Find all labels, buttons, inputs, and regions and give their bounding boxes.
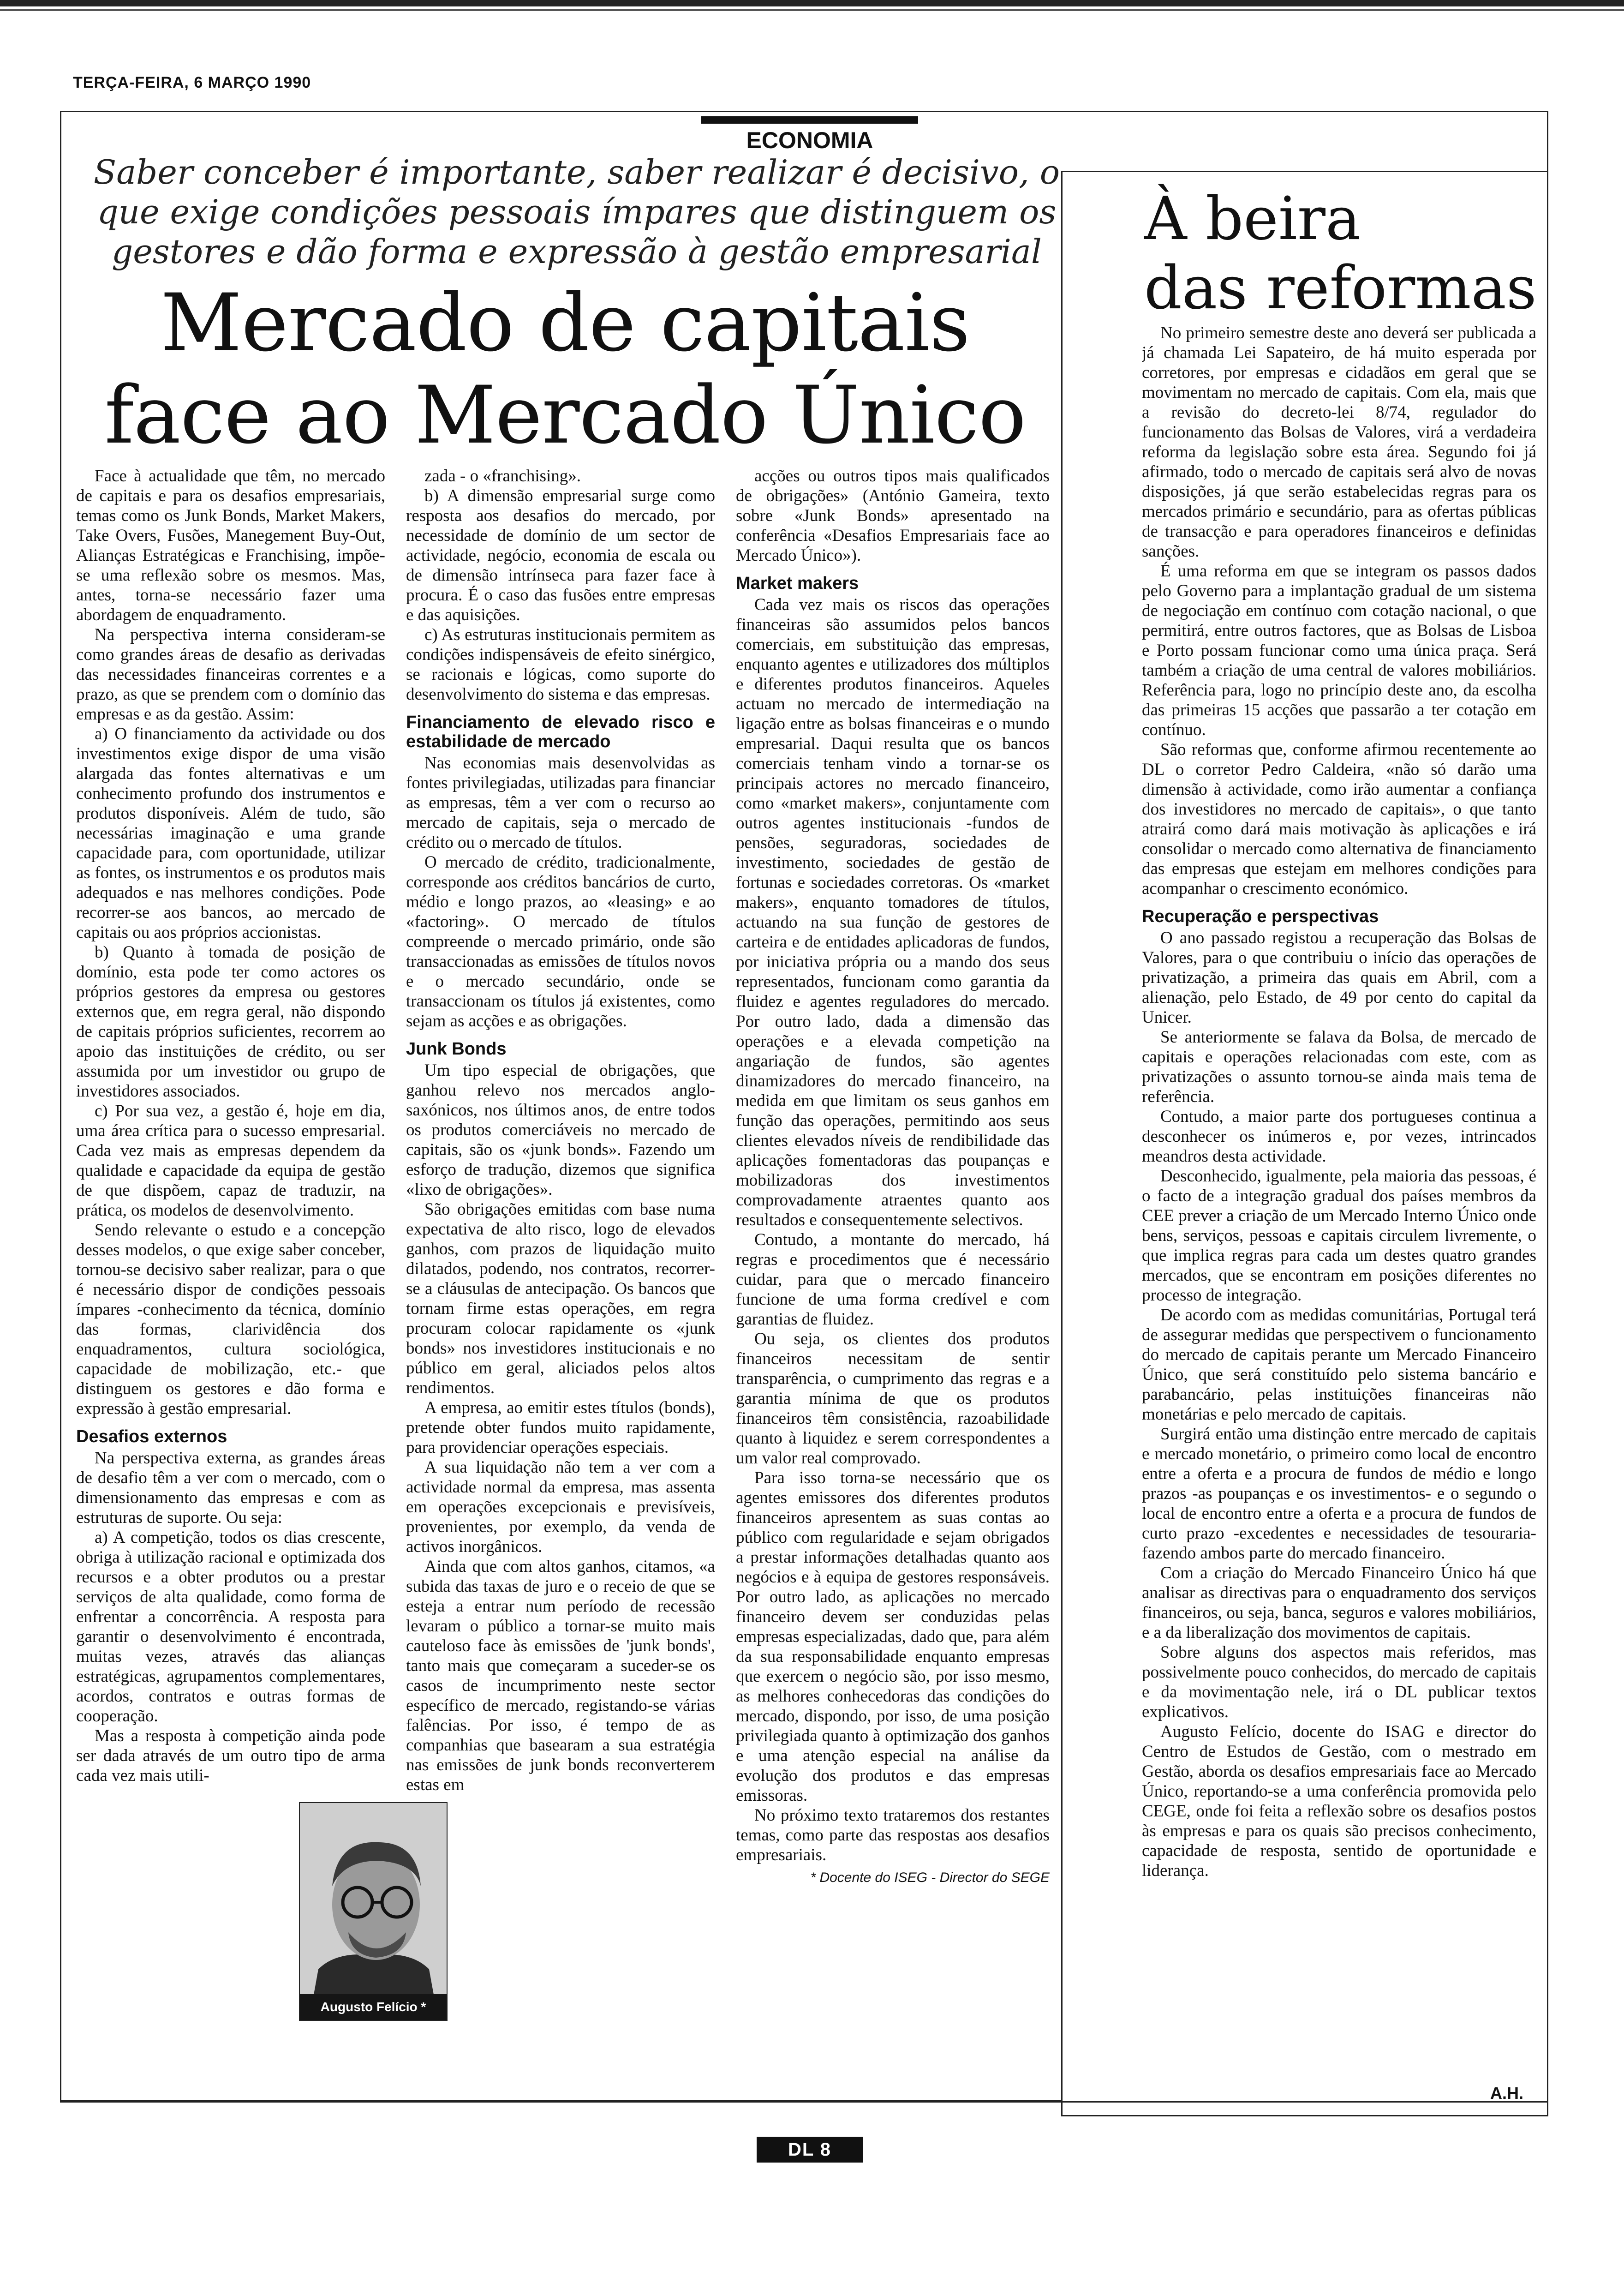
headline-line-2: face ao Mercado Único (104, 369, 1026, 461)
col2-paragraph: Um tipo especial de obrigações, que ganhou relevo nos mercados anglo-saxónicos, nos últimos anos, de entre todos os produtos comerciáveis no mercado de capitais, são os «junk bonds». Fazendo um esforço de tradução, dizemos que significa «lixo de obrigações». (406, 1061, 715, 1199)
sidebar-paragraph: Desconhecido, igualmente, pela maioria das pessoas, é o facto de a integração gradual dos países membros da CEE prever a criação de um Mercado Interno Único onde bens, serviços, pessoas e capitais circulem livremente, o que implica regras para cada um destes quatro grandes mercados, que se encontram em posições diferentes no processo de integração. (1142, 1167, 1536, 1305)
sidebar-paragraph: O ano passado registou a recuperação das Bolsas de Valores, para o que contribuiu o início das operações de privatização, a primeira das quais em Abril, com a alienação, pelo Estado, de 49 por cento do capital da Unicer. (1142, 929, 1536, 1027)
sidebar-paragraph: É uma reforma em que se integram os passos dados pelo Governo para a implantação gradual de um sistema de negociação em contínuo com cotação nacional, o que permitirá, entre outros factores, que as Bolsas de Lisboa e Porto possam funcionar como uma única praça. Será também a criação de uma central de valores mobiliários. Referência para, logo no princípio deste ano, da escolha das primeiras 15 acções que passarão a ter cotação em contínuo. (1142, 562, 1536, 739)
sidebar-body (1142, 323, 1536, 2077)
photo-caption: Augusto Felício * (300, 1994, 447, 2020)
col2-paragraph: Ainda que com altos ganhos, citamos, «a subida das taxas de juro e o receio de que se esteja a entrar num período de recessão levaram o público a tornar-se muito mais cauteloso face às emissões de 'junk bonds', tanto mais que começaram a suceder-se os casos de incumprimento neste sector específico de mercado, registando-se várias falências. Por isso, é tempo de as companhias que basearam a sua estratégia nas emissões de junk bonds reconverterem estas em (406, 1557, 715, 1794)
col1-paragraph: Mas a resposta à competição ainda pode ser dada através de um outro tipo de arma cada vez mais utili- (76, 1726, 385, 1785)
col1-paragraph: a) A competição, todos os dias crescente, obriga à utilização racional e optimizada dos recursos e a obter produtos ou a prestar serviços de alta qualidade, como forma de enfrentar a concorrência. A resposta para garantir o desenvolvimento é encontrada, muitas vezes, através das alianças estratégicas, agrupamentos complementares, acordos, contratos e outras formas de cooperação. (76, 1528, 385, 1726)
sidebar-headline (1144, 185, 1559, 323)
sidebar-paragraph: Com a criação do Mercado Financeiro Único há que analisar as directivas para o enquadramento dos serviços financeiros, ou seja, banca, seguros e valores mobiliários, e a da liberalização dos movimentos de capitais. (1142, 1564, 1536, 1642)
col1-paragraph: Na perspectiva externa, as grandes áreas de desafio têm a ver com o mercado, com o dimensionamento das empresas e com as estruturas de suporte. Ou seja: (76, 1449, 385, 1527)
col1-paragraph: Na perspectiva interna consideram-se como grandes áreas de desafio as derivadas das necessidades financeiras correntes e a prazo, as que se prendem com o domínio das empresas e as da gestão. Assim: (76, 625, 385, 724)
sidebar-paragraph: Surgirá então uma distinção entre mercado de capitais e mercado monetário, o primeiro como local de encontro entre a oferta e a procura de fundos de médio e longo prazos -as poupanças e os investimentos- e o segundo o local de encontro entre a oferta e a procura de fundos de curto prazo -excedentes e necessidades de tesouraria- fazendo ambos parte do mercado financeiro. (1142, 1425, 1536, 1563)
col2-subheading: Financiamento de elevado risco e estabilidade de mercado (406, 713, 715, 751)
col3-paragraph: Para isso torna-se necessário que os agentes emissores dos diferentes produtos financeiros apresentem as suas contas ao público com regularidade e sejam obrigados a prestar informações detalhadas quanto aos negócios e à equipa de gestores responsáveis. Por outro lado, as aplicações no mercado financeiro devem ser conduzidas pelas empresas especializadas, dado que, para além da sua responsabilidade enquanto empresas que exercem o negócio são, por isso mesmo, as melhores conhecedoras das condições do mercado, dispondo, por isso, de uma posição privilegiada quanto à optimização dos ganhos e uma atenção especial na análise da evolução dos produtos e das empresas emissoras. (736, 1468, 1050, 1805)
article-headline (78, 277, 1052, 461)
col2-subheading: Junk Bonds (406, 1039, 507, 1059)
sidebar-headline-line-1: À beira (1144, 185, 1361, 253)
sidebar-subheading: Recuperação e perspectivas (1142, 907, 1379, 926)
col3-paragraph: No próximo texto trataremos dos restantes temas, como parte das respostas aos desafios empresariais. (736, 1806, 1050, 1864)
article-column-2 (406, 466, 715, 2081)
bottom-rule (60, 2100, 1062, 2101)
author-photo (299, 1802, 448, 2021)
sidebar-paragraph: Sobre alguns dos aspectos mais referidos, mas possivelmente pouco conhecidos, do mercado de capitais e da movimentação nele, irá o DL publicar textos explicativos. (1142, 1643, 1536, 1721)
headline-line-1: Mercado de capitais (161, 276, 970, 369)
col3-paragraph: Ou seja, os clientes dos produtos financeiros necessitam de sentir transparência, o cumprimento das regras e a garantia mínima de que os produtos financeiros têm consistência, razoabilidade quanto à liquidez e serem correspondentes a um valor real comprovado. (736, 1330, 1050, 1468)
sidebar-headline-line-2: das reformas (1144, 254, 1537, 323)
sidebar-paragraph: São reformas que, conforme afirmou recentemente ao DL o corretor Pedro Caldeira, «não só darão uma dimensão à actividade, como irão aumentar a confiança dos investidores no mercado de capitais», o que tanto atrairá como dará mais motivação às aplicações e irá consolidar o mercado como alternativa de financiamento das empresas que estejam em melhores condições para acompanhar o crescimento económico. (1142, 740, 1536, 898)
col2-paragraph: A empresa, ao emitir estes títulos (bonds), pretende obter fundos muito rapidamente, para providenciar operações especiais. (406, 1398, 715, 1457)
col2-paragraph: O mercado de crédito, tradicionalmente, corresponde aos créditos bancários de curto, médio e longo prazos, ao «leasing» e ao «factoring». O mercado de títulos compreende o mercado primário, onde são transaccionadas as emissões de títulos novos e o mercado secundário, onde se transaccionam os títulos já existentes, como sejam as acções e as obrigações. (406, 853, 715, 1031)
col1-paragraph: Sendo relevante o estudo e a concepção desses modelos, o que exige saber conceber, tornou-se decisivo saber realizar, para o que é necessário dispor de condições pessoais ímpares -conhecimento da técnica, domínio das formas, clarividência dos enquadramentos, cultura sociológica, capacidade de mobilização, etc.- que distinguem os gestores e dão forma e expressão à gestão empresarial. (76, 1221, 385, 1418)
col3-paragraph: Contudo, a montante do mercado, há regras e procedimentos que é necessário cuidar, para que o mercado financeiro funcione de uma forma credível e com garantias de fluidez. (736, 1230, 1050, 1329)
col2-paragraph: A sua liquidação não tem a ver com a actividade normal da empresa, mas assenta em operações excepcionais e previsíveis, provenientes, por exemplo, da venda de activos inorgânicos. (406, 1458, 715, 1556)
sidebar-paragraph: Contudo, a maior parte dos portugueses continua a desconhecer os inúmeros e, por vezes, intrincados meandros desta actividade. (1142, 1107, 1536, 1166)
author-signature: * Docente do ISEG - Director do SEGE (810, 1870, 1050, 1885)
sidebar-author-initials: A.H. (1490, 2084, 1523, 2103)
sidebar-paragraph: De acordo com as medidas comunitárias, Portugal terá de assegurar medidas que perspectivem o funcionamento do mercado de capitais perante um Mercado Financeiro Único, que será constituído pelo sistema bancário e parabancário, pelas instituições financeiras não monetárias e pelo mercado de capitais. (1142, 1306, 1536, 1424)
col2-paragraph: zada - o «franchising». (424, 467, 581, 485)
col2-paragraph: Nas economias mais desenvolvidas as fontes privilegiadas, utilizadas para financiar as empresas, têm a ver com o recurso ao mercado de capitais, seja o mercado de crédito ou o mercado de títulos. (406, 754, 715, 852)
top-border (0, 0, 1624, 6)
sidebar-paragraph: Se anteriormente se falava da Bolsa, de mercado de capitais e operações relacionadas com este, com as privatizações o assunto tornou-se ainda mais tema de referência. (1142, 1028, 1536, 1106)
sidebar-paragraph: No primeiro semestre deste ano deverá ser publicada a já chamada Lei Sapateiro, de há muito esperada por corretores, por empresas e cidadãos em geral que se movimentam no mercado de capitais. Com ela, mais que a revisão do decreto-lei 8/74, regulador do funcionamento das Bolsas de Valores, virá a verdadeira reforma da legislação sobre esta área. Segundo foi já afirmado, todo o mercado de capitais será alvo de novas disposições, já que serão estabelecidas regras para os mercados primário e secundário, para as ofertas públicas de transacção e para operadores financeiros e definidas sanções. (1142, 324, 1536, 561)
col1-paragraph: Face à actualidade que têm, no mercado de capitais e para os desafios empresariais, temas como os Junk Bonds, Market Makers, Take Overs, Fusões, Manegement Buy-Out, Alianças Estratégicas e Franchising, impõe-se uma reflexão sobre os mesmos. Mas, antes, torna-se necessário fazer uma abordagem de enquadramento. (76, 467, 385, 624)
col2-paragraph: São obrigações emitidas com base numa expectativa de alto risco, logo de elevados ganhos, com prazos de liquidação muito dilatados, podendo, nos contratos, recorrer-se a cláusulas de antecipação. Os bancos que tornam firme estas operações, em regra procuram colocar rapidamente os «junk bonds» nos investidores institucionais e no público em geral, aliciados pelos altos rendimentos. (406, 1200, 715, 1397)
col1-paragraph: c) Por sua vez, a gestão é, hoje em dia, uma área crítica para o sucesso empresarial. Cada vez mais as empresas dependem da qualidade e capacidade da equipa de gestão de que dispõem, capaz de traduzir, na prática, os modelos de desenvolvimento. (76, 1102, 385, 1220)
article-column-3 (736, 466, 1050, 2081)
col3-subheading: Market makers (736, 574, 859, 593)
page-date: TERÇA-FEIRA, 6 MARÇO 1990 (73, 74, 311, 91)
sidebar-paragraph: Augusto Felício, docente do ISAG e director do Centro de Estudos de Gestão, com o mestrado em Gestão, aborda os desafios empresariais face ao Mercado Único, reportando-se a uma conferência promovida pelo CEGE, onde foi feita a reflexão sobre os desafios postos às empresas e para os quais são precisos conhecimento, capacidade de resposta, sentido de oportunidade e liderança. (1142, 1722, 1536, 1880)
col1-paragraph: a) O financiamento da actividade ou dos investimentos exige dispor de uma visão alargada das fontes alternativas e um conhecimento profundo dos instrumentos e produtos disponíveis. Além de tudo, são necessárias imaginação e uma grande capacidade para, com oportunidade, utilizar as fontes, os instrumentos e os produtos mais adequados e nas melhores condições. Pode recorrer-se aos bancos, ao mercado de capitais ou aos próprios accionistas. (76, 725, 385, 942)
col3-paragraph: Cada vez mais os riscos das operações financeiras são assumidos pelos bancos comerciais, em substituição das empresas, enquanto agentes e utilizadores dos múltiplos e diferentes produtos financeiros. Aqueles actuam no mercado de intermediação na ligação entre as bolsas financeiras e o mundo empresarial. Daqui resulta que os bancos comerciais tenham vindo a tornar-se os principais actores no mercado financeiro, como «market makers», conjuntamente com outros agentes institucionais -fundos de pensões, seguradoras, sociedades de investimento, sociedades de gestão de fortunas e sociedades corretoras. Os «market makers», enquanto tomadores de títulos, actuando na sua função de gestores de carteira e de entidades aplicadoras de fundos, por iniciativa própria ou a mando dos seus representados, funcionam como garantia da fluidez e agentes reguladores do mercado. Por outro lado, dada a dimensão das operações e a elevada competição na angariação de fundos, são agentes dinamizadores do mercado financeiro, na medida em que limitam os seus ganhos em função das operações, permitindo aos seus clientes elevados níveis de rendibilidade das aplicações fomentadoras das poupanças e mobilizadoras dos investimentos comprovadamente atraentes quanto aos resultados e consequentemente selectivos. (736, 595, 1050, 1229)
col1-subheading: Desafios externos (76, 1427, 227, 1446)
col3-paragraph: acções ou outros tipos mais qualificados de obrigações» (António Gameira, texto sobre «Junk Bonds» apresentado na conferência «Desafios Empresariais face ao Mercado Único»). (736, 467, 1050, 565)
col2-paragraph: c) As estruturas institucionais permitem as condições indispensáveis de efeito sinérgico, se racionais e lógicas, como suporte do desenvolvimento do sistema e das empresas. (406, 625, 715, 704)
portrait-icon (300, 1803, 447, 2020)
top-border-thin (0, 9, 1624, 11)
section-label: ECONOMIA (701, 116, 918, 161)
article-deck: Saber conceber é importante, saber realizar é decisivo, o que exige condições pessoais ímpares que distinguem os gestores e dão forma e expressão à gestão empresarial (93, 153, 1060, 271)
col2-paragraph: b) A dimensão empresarial surge como resposta aos desafios do mercado, por necessidade de domínio de um sector de actividade, negócio, economia de escala ou de dimensão intrínseca para fazer face à procura. É o caso das fusões entre empresas e das aquisições. (406, 486, 715, 624)
page-number-logo: DL 8 (757, 2137, 863, 2163)
col1-paragraph: b) Quanto à tomada de posição de domínio, esta pode ter como actores os próprios gestores da empresa ou gestores externos que, em regra geral, não dispondo de capitais próprios suficientes, recorrem ao apoio das instituições de crédito, ou ser assumida por um investidor ou grupo de investidores associados. (76, 943, 385, 1101)
